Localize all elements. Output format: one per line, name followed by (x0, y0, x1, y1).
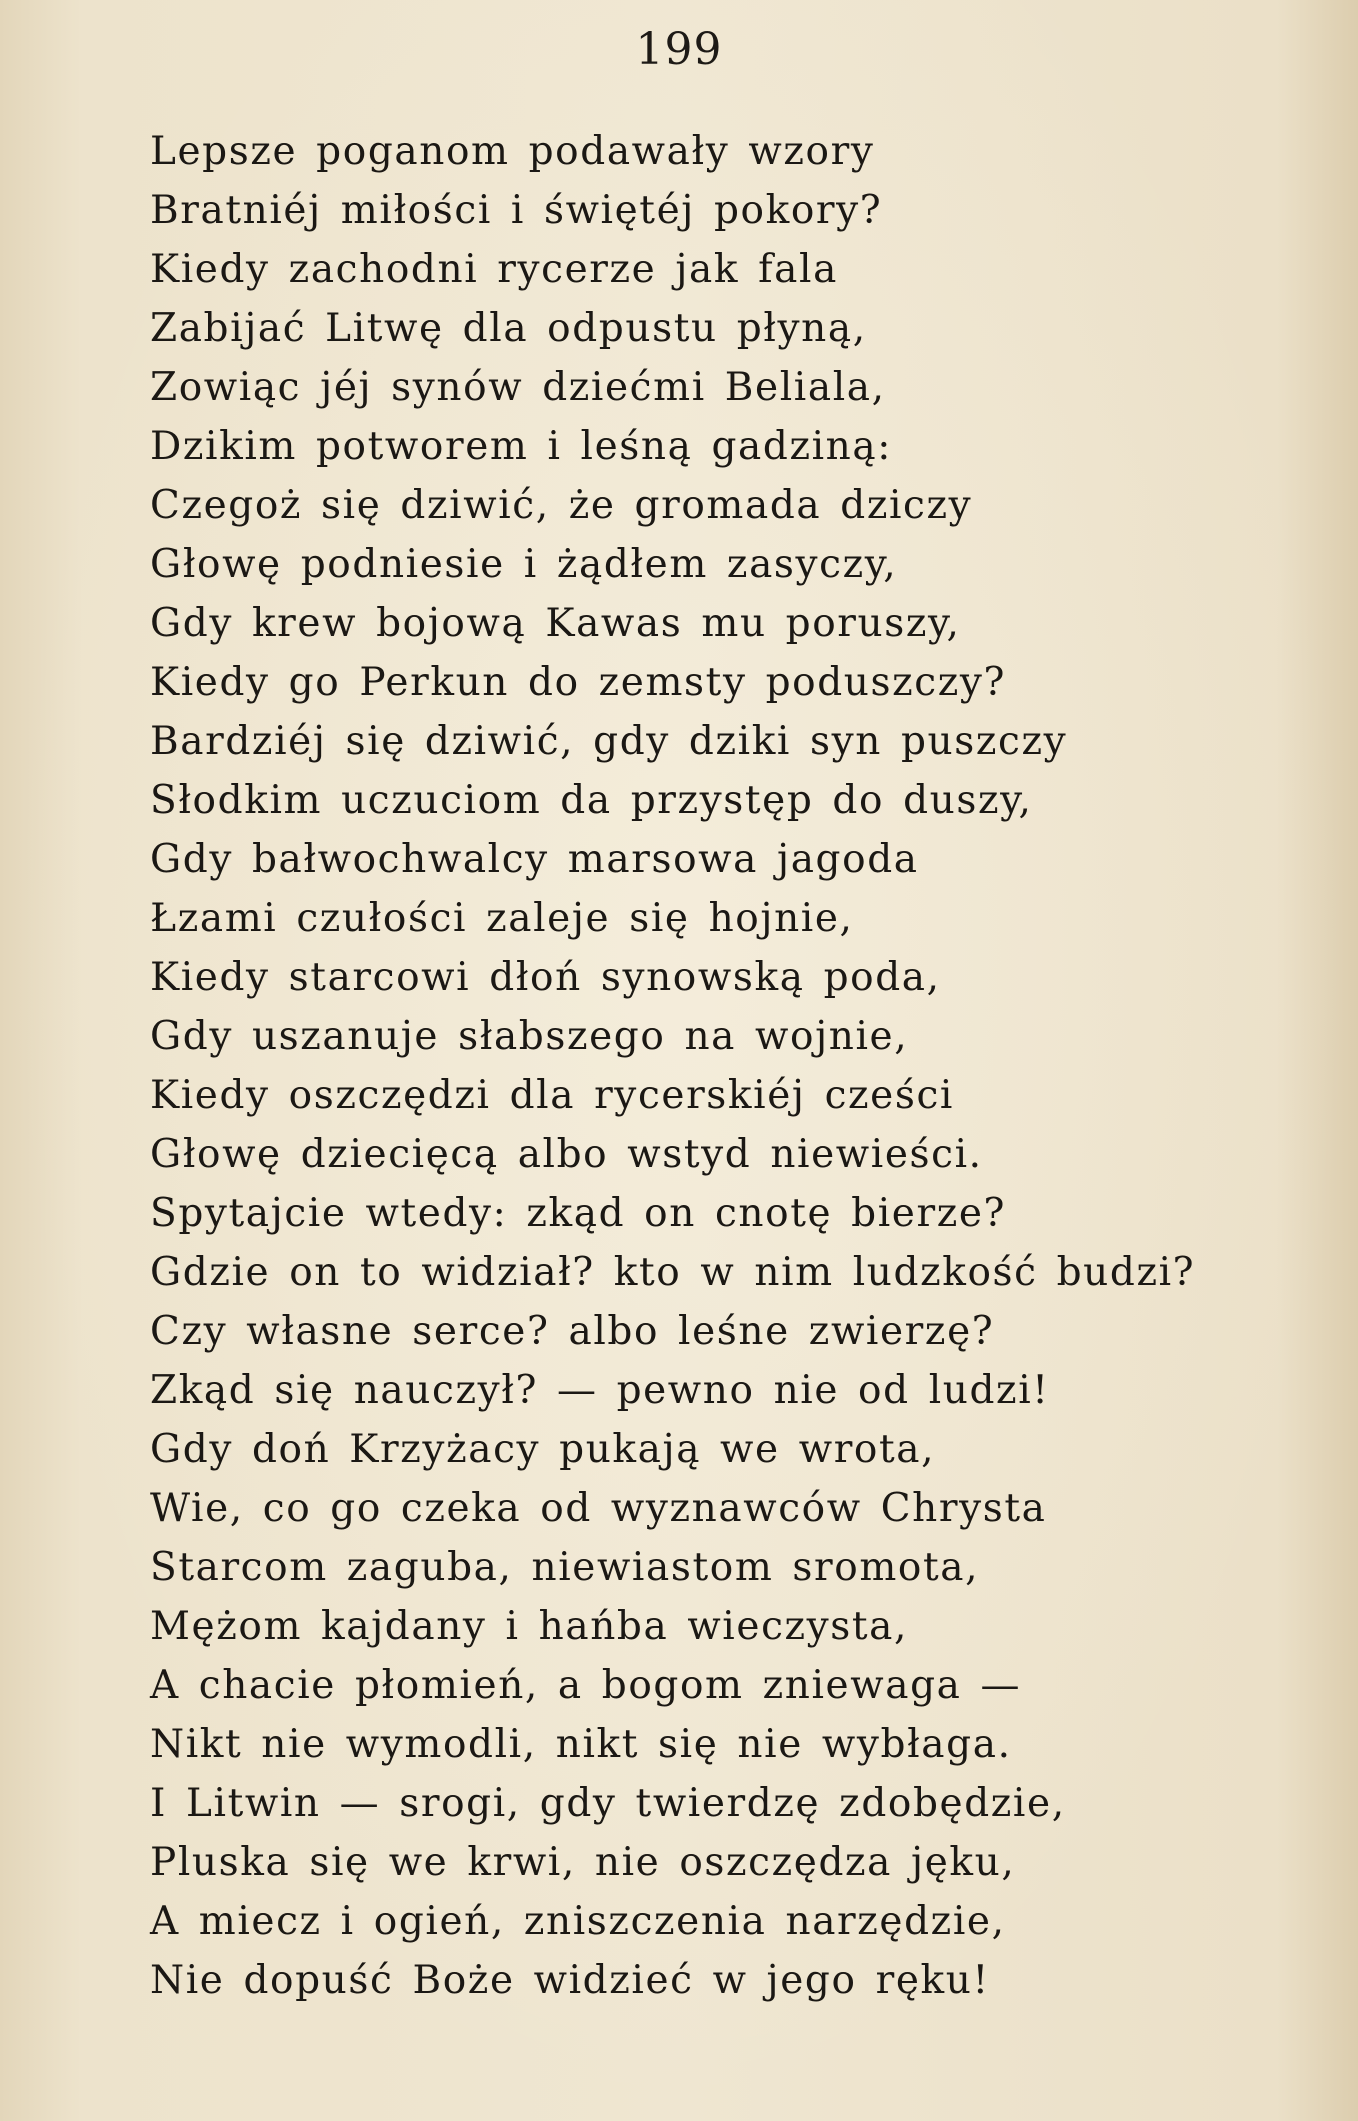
poem-line: Starcom zaguba, niewiastom sromota, (150, 1545, 980, 1590)
poem-line: Nikt nie wymodli, nikt się nie wybłaga. (150, 1722, 1012, 1767)
poem-line: Zabijać Litwę dla odpustu płyną, (150, 306, 867, 351)
poem-line: Bratniéj miłości i świętéj pokory? (150, 188, 883, 233)
page-number: 199 (635, 24, 723, 75)
poem-line: Łzami czułości zaleje się hojnie, (150, 896, 854, 941)
poem-line: Gdy krew bojową Kawas mu poruszy, (150, 601, 961, 646)
poem-line: Słodkim uczuciom da przystęp do duszy, (150, 778, 1033, 823)
poem-line: Bardziéj się dziwić, gdy dziki syn puszczy (150, 719, 1068, 764)
poem-text (150, 122, 1330, 2010)
poem-line: Dzikim potworem i leśną gadziną: (150, 424, 892, 469)
poem-line: Spytajcie wtedy: zkąd on cnotę bierze? (150, 1191, 1007, 1236)
poem-line: Wie, co go czeka od wyznawców Chrysta (150, 1486, 1047, 1531)
poem-line: Mężom kajdany i hańba wieczysta, (150, 1604, 909, 1649)
poem-line: Głowę dziecięcą albo wstyd niewieści. (150, 1132, 983, 1177)
poem-line: Czy własne serce? albo leśne zwierzę? (150, 1309, 995, 1354)
poem-line: Pluska się we krwi, nie oszczędza jęku, (150, 1840, 1016, 1885)
poem-line: Gdy bałwochwalcy marsowa jagoda (150, 837, 919, 882)
poem-line: Gdzie on to widział? kto w nim ludzkość budzi? (150, 1250, 1196, 1295)
poem-line: Lepsze poganom podawały wzory (150, 129, 875, 174)
poem-line: Czegoż się dziwić, że gromada dziczy (150, 483, 973, 528)
poem-line: A miecz i ogień, zniszczenia narzędzie, (150, 1899, 1006, 1944)
poem-line: Kiedy oszczędzi dla rycerskiéj cześci (150, 1073, 954, 1118)
poem-line: Gdy doń Krzyżacy pukają we wrota, (150, 1427, 936, 1472)
poem-line: Kiedy zachodni rycerze jak fala (150, 247, 838, 292)
poem-line: Głowę podniesie i żądłem zasyczy, (150, 542, 898, 587)
poem-line: Nie dopuść Boże widzieć w jego ręku! (150, 1958, 990, 2003)
poem-line: A chacie płomień, a bogom zniewaga — (150, 1663, 1022, 1708)
poem-line: Gdy uszanuje słabszego na wojnie, (150, 1014, 909, 1059)
poem-line: Zkąd się nauczył? — pewno nie od ludzi! (150, 1368, 1050, 1413)
poem-line: Kiedy starcowi dłoń synowską poda, (150, 955, 941, 1000)
poem-line: Zowiąc jéj synów dziećmi Beliala, (150, 365, 886, 410)
poem-line: Kiedy go Perkun do zemsty poduszczy? (150, 660, 1006, 705)
poem-line: I Litwin — srogi, gdy twierdzę zdobędzie, (150, 1781, 1066, 1826)
